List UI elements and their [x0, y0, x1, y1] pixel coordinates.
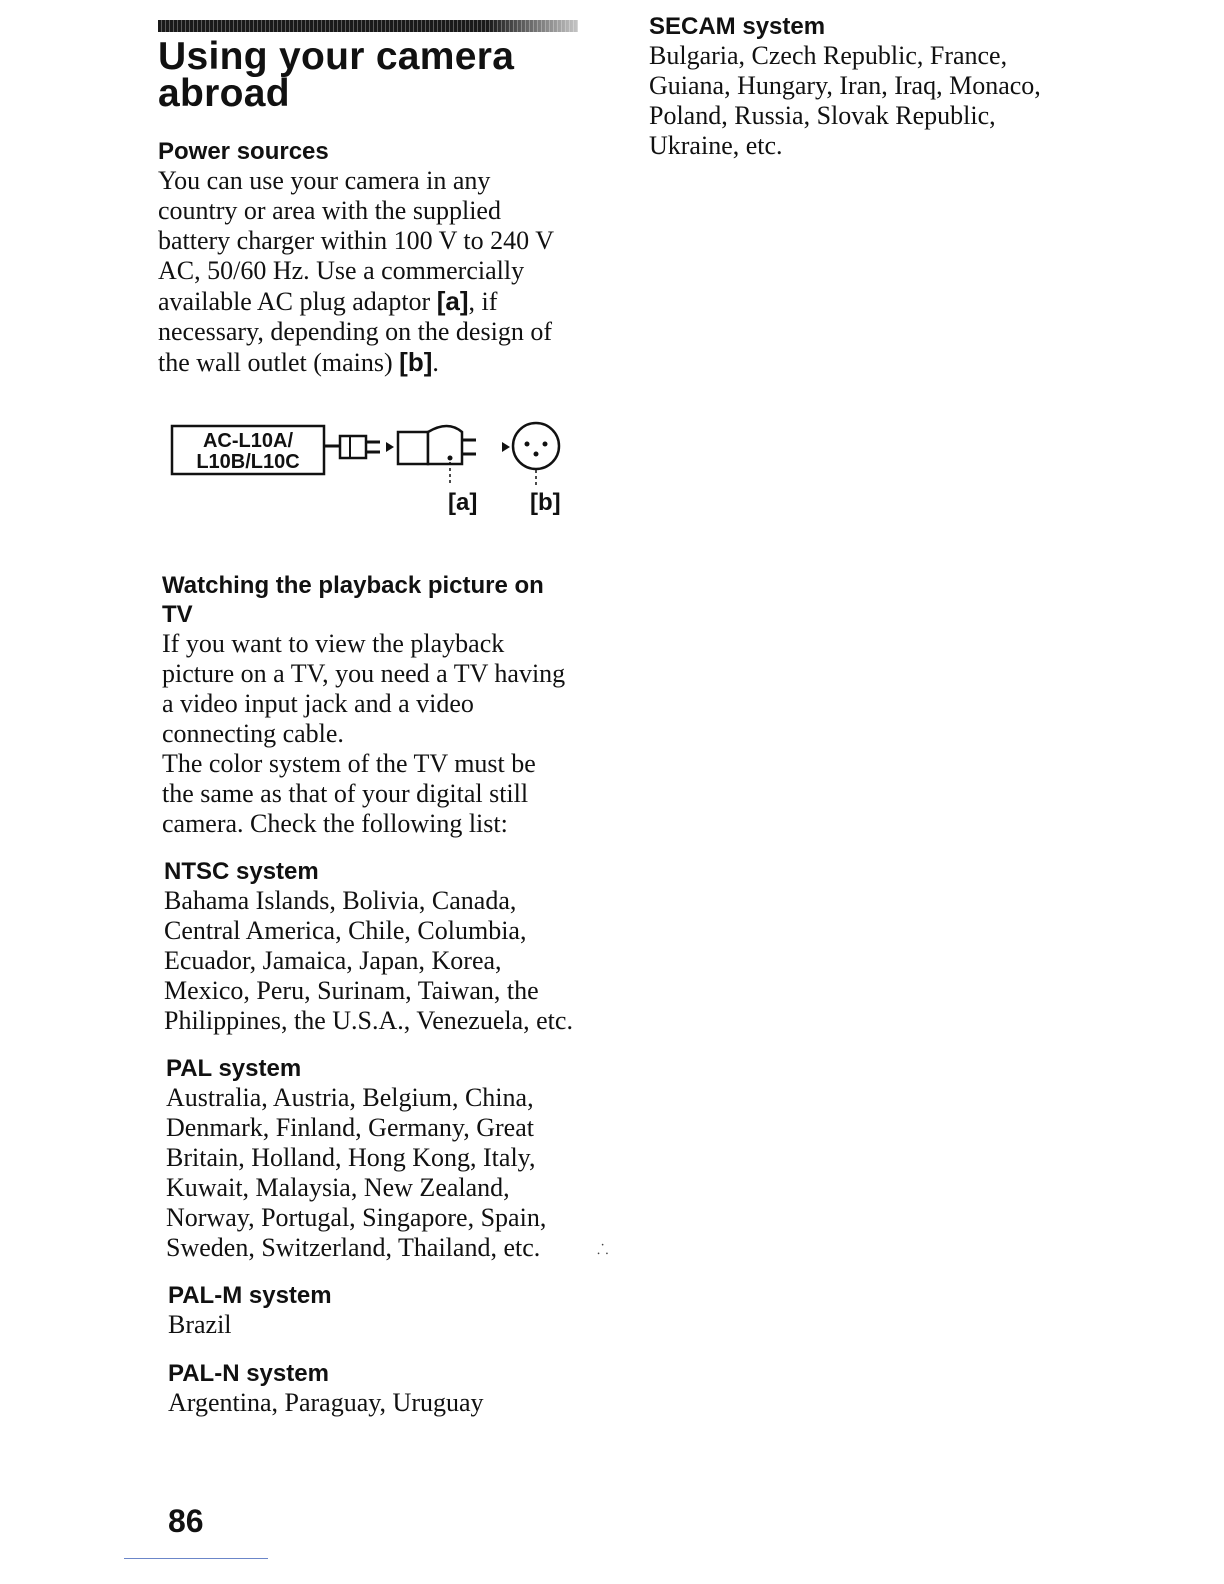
tv-playback-paragraph-2: The color system of the TV must be the same as that of your digital still camera. Check the following list:: [162, 749, 536, 838]
plug-adaptor-icon: [398, 426, 476, 486]
power-sources-heading: Power sources: [158, 138, 329, 165]
ref-b: [b]: [399, 347, 433, 377]
pal-heading: PAL system: [166, 1055, 302, 1082]
ref-a: [a]: [436, 286, 469, 316]
pal-m-section: [168, 1281, 598, 1340]
tv-playback-heading: Watching the playback picture on TV: [162, 572, 544, 628]
pal-n-heading: PAL-N system: [168, 1360, 329, 1387]
diagram-label-b: [b]: [530, 489, 561, 516]
adaptor-illustration: [170, 418, 590, 518]
power-sources-text: [158, 166, 576, 378]
power-text-part-3: .: [432, 348, 439, 377]
ntsc-countries: Bahama Islands, Bolivia, Canada, Central America, Chile, Columbia, Ecuador, Jamaica, Japan, Korea, Mexico, Peru, Surinam, Taiwan, the Philippines, the U.S.A., Venezuela, etc.: [164, 886, 573, 1035]
pal-m-heading: PAL-M system: [168, 1282, 332, 1309]
pal-n-countries: Argentina, Paraguay, Uruguay: [168, 1388, 484, 1417]
secam-section: [649, 12, 1069, 161]
secam-countries: Bulgaria, Czech Republic, France, Guiana, Hungary, Iran, Iraq, Monaco, Poland, Russia, Slovak Republic, Ukraine, etc.: [649, 41, 1041, 160]
page-title: Using your camera abroad: [158, 35, 515, 115]
power-text-part-2: , if necessary, depending on the design of the wall outlet (mains): [158, 287, 552, 377]
charger-model-line-1: AC-L10A/: [202, 430, 294, 452]
charger-plug-icon: [324, 436, 380, 458]
pal-countries: Australia, Austria, Belgium, China, Denmark, Finland, Germany, Great Britain, Holland, Hong Kong, Italy, Kuwait, Malaysia, New Zealand, Norway, Portugal, Singapore, Spain, Sweden, Switzerland, Thailand, etc.: [166, 1083, 547, 1262]
plug-adaptor-diagram: [170, 418, 590, 518]
arrow-icon-2: [502, 442, 510, 452]
power-text-part-1: You can use your camera in any country or area with the supplied battery charger within 100 V to 240 V AC, 50/60 Hz. Use a commercially available AC plug adaptor: [158, 166, 554, 316]
secam-heading: SECAM system: [649, 13, 826, 40]
ntsc-heading: NTSC system: [164, 858, 319, 885]
page-number: 86: [168, 1503, 204, 1539]
pal-section: [166, 1054, 596, 1263]
power-sources-section: [158, 137, 583, 378]
tv-playback-section: [162, 571, 587, 839]
charger-model-line-2: L10B/L10C: [196, 451, 300, 473]
wall-outlet-icon: [513, 423, 559, 486]
header-rule: [158, 20, 578, 32]
scan-speck: ⸫: [597, 1243, 609, 1258]
diagram-label-a: [a]: [448, 489, 478, 516]
arrow-icon: [386, 442, 394, 452]
pal-m-countries: Brazil: [168, 1310, 232, 1339]
ntsc-section: [164, 857, 594, 1036]
tv-playback-paragraph-1: If you want to view the playback picture on a TV, you need a TV having a video input jack and a video connecting cable.: [162, 629, 566, 748]
footer-rule: [124, 1558, 268, 1559]
pal-n-section: [168, 1359, 598, 1418]
